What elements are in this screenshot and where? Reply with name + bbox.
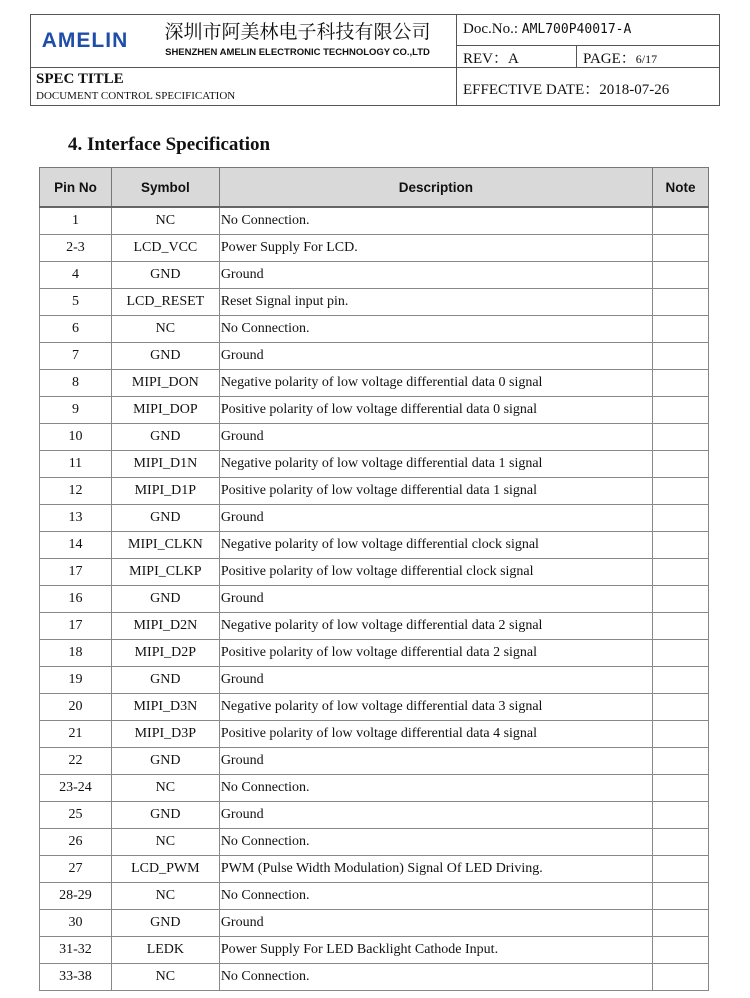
cell-note (653, 694, 709, 721)
cell-symbol: MIPI_D3P (111, 721, 219, 748)
cell-symbol: NC (111, 316, 219, 343)
cell-symbol: GND (111, 910, 219, 937)
cell-description: Ground (219, 910, 652, 937)
cell-symbol: MIPI_D3N (111, 694, 219, 721)
cell-pin-no: 1 (40, 207, 112, 235)
cell-pin-no: 26 (40, 829, 112, 856)
cell-note (653, 505, 709, 532)
table-row (40, 478, 709, 505)
table-row (40, 640, 709, 667)
cell-description: Ground (219, 802, 652, 829)
table-row (40, 613, 709, 640)
cell-description: Negative polarity of low voltage differential clock signal (219, 532, 652, 559)
cell-description: Ground (219, 424, 652, 451)
table-row (40, 667, 709, 694)
cell-pin-no: 21 (40, 721, 112, 748)
cell-note (653, 343, 709, 370)
cell-description: No Connection. (219, 316, 652, 343)
cell-description: No Connection. (219, 883, 652, 910)
revision: REV：A (463, 51, 519, 67)
cell-note (653, 397, 709, 424)
cell-symbol: MIPI_D1N (111, 451, 219, 478)
table-row (40, 586, 709, 613)
cell-pin-no: 27 (40, 856, 112, 883)
cell-description: Ground (219, 262, 652, 289)
cell-pin-no: 13 (40, 505, 112, 532)
table-row (40, 505, 709, 532)
cell-pin-no: 25 (40, 802, 112, 829)
cell-symbol: LCD_RESET (111, 289, 219, 316)
cell-note (653, 235, 709, 262)
cell-pin-no: 19 (40, 667, 112, 694)
table-row (40, 694, 709, 721)
cell-description: Positive polarity of low voltage differential data 1 signal (219, 478, 652, 505)
cell-note (653, 964, 709, 991)
cell-symbol: LEDK (111, 937, 219, 964)
cell-symbol: GND (111, 667, 219, 694)
cell-note (653, 883, 709, 910)
cell-pin-no: 17 (40, 559, 112, 586)
cell-description: Positive polarity of low voltage differential clock signal (219, 559, 652, 586)
cell-note (653, 937, 709, 964)
cell-pin-no: 5 (40, 289, 112, 316)
cell-description: No Connection. (219, 775, 652, 802)
table-row (40, 316, 709, 343)
cell-pin-no: 30 (40, 910, 112, 937)
table-row (40, 829, 709, 856)
cell-note (653, 721, 709, 748)
cell-symbol: MIPI_D2P (111, 640, 219, 667)
cell-description: Ground (219, 586, 652, 613)
spec-subtitle: DOCUMENT CONTROL SPECIFICATION (36, 90, 236, 102)
cell-symbol: GND (111, 343, 219, 370)
cell-symbol: NC (111, 964, 219, 991)
cell-description: Ground (219, 667, 652, 694)
table-row (40, 262, 709, 289)
table-row (40, 235, 709, 262)
cell-symbol: NC (111, 883, 219, 910)
table-row (40, 397, 709, 424)
cell-pin-no: 28-29 (40, 883, 112, 910)
company-logo: AMELIN (41, 29, 129, 52)
cell-note (653, 910, 709, 937)
cell-note (653, 289, 709, 316)
cell-pin-no: 9 (40, 397, 112, 424)
cell-pin-no: 4 (40, 262, 112, 289)
cell-symbol: MIPI_DON (111, 370, 219, 397)
cell-symbol: GND (111, 802, 219, 829)
table-row (40, 559, 709, 586)
table-row (40, 424, 709, 451)
cell-pin-no: 31-32 (40, 937, 112, 964)
cell-note (653, 559, 709, 586)
cell-symbol: GND (111, 424, 219, 451)
cell-pin-no: 23-24 (40, 775, 112, 802)
cell-pin-no: 12 (40, 478, 112, 505)
cell-note (653, 451, 709, 478)
cell-note (653, 613, 709, 640)
table-row (40, 883, 709, 910)
cell-description: No Connection. (219, 964, 652, 991)
cell-note (653, 370, 709, 397)
cell-description: Negative polarity of low voltage differential data 0 signal (219, 370, 652, 397)
table-row (40, 775, 709, 802)
cell-description: Positive polarity of low voltage differential data 4 signal (219, 721, 652, 748)
page-number: PAGE：6/17 (583, 51, 658, 67)
cell-note (653, 478, 709, 505)
cell-pin-no: 10 (40, 424, 112, 451)
table-row (40, 721, 709, 748)
cell-note (653, 748, 709, 775)
cell-pin-no: 8 (40, 370, 112, 397)
cell-pin-no: 17 (40, 613, 112, 640)
cell-description: Negative polarity of low voltage differential data 2 signal (219, 613, 652, 640)
cell-note (653, 856, 709, 883)
cell-pin-no: 11 (40, 451, 112, 478)
cell-description: Positive polarity of low voltage differential data 0 signal (219, 397, 652, 424)
cell-description: Ground (219, 748, 652, 775)
cell-note (653, 640, 709, 667)
cell-pin-no: 18 (40, 640, 112, 667)
table-row (40, 802, 709, 829)
cell-description: Power Supply For LCD. (219, 235, 652, 262)
cell-description: Reset Signal input pin. (219, 289, 652, 316)
cell-symbol: MIPI_D1P (111, 478, 219, 505)
section-title: 4. Interface Specification (68, 134, 271, 155)
cell-symbol: MIPI_D2N (111, 613, 219, 640)
cell-symbol: MIPI_CLKP (111, 559, 219, 586)
col-symbol: Symbol (111, 168, 219, 208)
document-header (30, 14, 720, 106)
cell-note (653, 775, 709, 802)
cell-note (653, 424, 709, 451)
cell-description: Negative polarity of low voltage differential data 3 signal (219, 694, 652, 721)
cell-pin-no: 33-38 (40, 964, 112, 991)
table-row (40, 748, 709, 775)
cell-symbol: MIPI_CLKN (111, 532, 219, 559)
doc-number: Doc.No.: AML700P40017-A (463, 21, 632, 37)
cell-pin-no: 6 (40, 316, 112, 343)
table-row (40, 207, 709, 235)
cell-note (653, 667, 709, 694)
cell-description: PWM (Pulse Width Modulation) Signal Of LED Driving. (219, 856, 652, 883)
cell-pin-no: 2-3 (40, 235, 112, 262)
table-row (40, 451, 709, 478)
company-name-cn: 深圳市阿美林电子科技有限公司 (164, 21, 431, 43)
cell-pin-no: 7 (40, 343, 112, 370)
cell-symbol: LCD_VCC (111, 235, 219, 262)
cell-symbol: NC (111, 207, 219, 235)
cell-pin-no: 14 (40, 532, 112, 559)
cell-description: Ground (219, 343, 652, 370)
cell-note (653, 262, 709, 289)
cell-note (653, 316, 709, 343)
cell-note (653, 802, 709, 829)
table-row (40, 856, 709, 883)
cell-note (653, 586, 709, 613)
cell-symbol: LCD_PWM (111, 856, 219, 883)
cell-pin-no: 16 (40, 586, 112, 613)
table-row (40, 532, 709, 559)
pin-table (39, 167, 709, 991)
cell-description: Negative polarity of low voltage differential data 1 signal (219, 451, 652, 478)
col-pin-no: Pin No (40, 168, 112, 208)
cell-symbol: GND (111, 586, 219, 613)
table-row (40, 964, 709, 991)
cell-description: Ground (219, 505, 652, 532)
company-name-en: SHENZHEN AMELIN ELECTRONIC TECHNOLOGY CO.,LTD (165, 47, 430, 58)
spec-title: SPEC TITLE (36, 71, 124, 87)
table-row (40, 343, 709, 370)
cell-symbol: GND (111, 748, 219, 775)
cell-note (653, 829, 709, 856)
cell-description: Positive polarity of low voltage differential data 2 signal (219, 640, 652, 667)
effective-date: EFFECTIVE DATE：2018-07-26 (463, 82, 670, 98)
table-row (40, 370, 709, 397)
table-row (40, 910, 709, 937)
cell-symbol: NC (111, 775, 219, 802)
cell-pin-no: 20 (40, 694, 112, 721)
table-row (40, 937, 709, 964)
cell-note (653, 532, 709, 559)
cell-pin-no: 22 (40, 748, 112, 775)
cell-symbol: MIPI_DOP (111, 397, 219, 424)
col-description: Description (219, 168, 652, 208)
cell-symbol: GND (111, 505, 219, 532)
cell-note (653, 207, 709, 235)
cell-description: No Connection. (219, 829, 652, 856)
cell-description: Power Supply For LED Backlight Cathode Input. (219, 937, 652, 964)
col-note: Note (653, 168, 709, 208)
cell-symbol: NC (111, 829, 219, 856)
cell-description: No Connection. (219, 207, 652, 235)
cell-symbol: GND (111, 262, 219, 289)
table-row (40, 289, 709, 316)
